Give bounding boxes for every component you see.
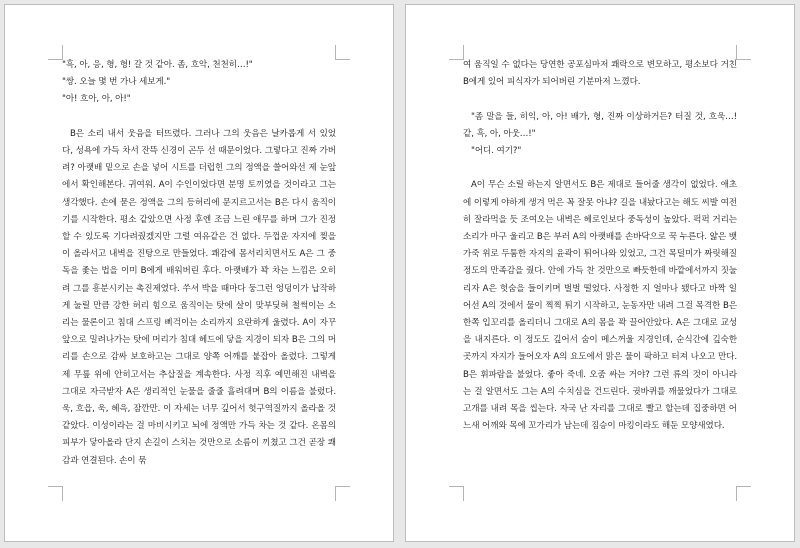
quote-line: "흑, 아, 응, 형, 형! 갈 것 같아. 좀, 흐악, 천천히…!" bbox=[62, 60, 253, 70]
crop-mark-top-left bbox=[449, 45, 464, 60]
crop-mark-bottom-right bbox=[736, 486, 751, 501]
crop-mark-bottom-left bbox=[449, 486, 464, 501]
quote-line: "쌍. 오늘 몇 번 가나 세보게." bbox=[62, 77, 171, 88]
crop-mark-top-left bbox=[48, 45, 63, 60]
page-text-right[interactable] bbox=[463, 57, 737, 435]
crop-mark-bottom-right bbox=[335, 486, 350, 501]
document-page-right bbox=[405, 4, 795, 542]
crop-mark-top-right bbox=[335, 45, 350, 60]
blank-line bbox=[62, 109, 336, 126]
body-paragraph-continued: 여 움직일 수 없다는 당연한 공포심마저 쾌락으로 변모하고, 평소보다 거친 B에게 있어 피식자가 되어버린 기분마저 느꼈다. bbox=[463, 60, 737, 88]
document-page-left bbox=[4, 4, 394, 542]
crop-mark-top-right bbox=[736, 45, 751, 60]
quote-line: "어디. 여기?" bbox=[471, 146, 522, 156]
crop-mark-bottom-left bbox=[48, 486, 63, 501]
body-paragraph: A이 무슨 소릴 하는지 알면서도 B은 제대로 들어줄 생각이 없었다. 애초에 이렇게 야하게 생겨 먹은 꼭 잘못 아냐? 길을 내놨다고는 해도 씨발 여전히 잘라먹을 듯 조여오는 내벽은 헤로인보다 중독성이 높았다. 퍽퍽 거리는 소리가 마구 울리고 B은 부러 A의 아랫배를 손바닥으로 꾹 누른다. 얇은 뱃가죽 위로 두툼한 자지의 윤곽이 튀어나와 있었고, 그건 목덜미가 짜릿해질 정도의 만족감을 줬다. 안에 가득 찬 것만으로 빠듯한데 바깥에서까지 짓눌리자 A은 헛숨을 들이키며 벌벌 떨었다. 사정한 지 얼마나 됐다고 바짝 일어선 A의 것에서 물이 찍찍 튀기 시작하고, 눈동자만 내려 그걸 목격한 B은 한쪽 입꼬리를 올리더니 그대로 A의 몸을 꽉 끌어안았다. A은 그대로 교성을 내지른다. 이 정도도 깊어서 숨이 메스꺼울 지경인데, 순식간에 깊숙한 곳까지 자지가 들어오자 A의 요도에서 맑은 물이 팍하고 터져 나오고 만다. B은 휘파람을 불었다. 좋아 죽네. 오줌 싸는 거야? 그런 류의 것이 아니라는 걸 알면서도 그는 A의 수치심을 건드린다. 귓바퀴를 깨물었다가 그대로 고개를 내려 목을 씹는다. 자국 난 자리를 그대로 빨고 할는데 집중하면 어느새 어깨와 목에 꼬가리가 남는데 짐승이 마킹이라도 해둔 모양새였다. bbox=[463, 180, 737, 432]
quote-line: "아! 흐아, 아, 아!" bbox=[62, 94, 131, 105]
body-paragraph: B은 소리 내서 웃음을 터뜨렸다. 그러나 그의 웃음은 날카롭게 서 있었다, 성욕에 가득 차서 잔뜩 신경이 곤두 선 때문이었다. 그렇다고 진짜 가버려? 아랫배 밑으로 손을 넣어 시트를 더럽힌 그의 정액을 쓸어와선 제 눈앞에서 확인해본다. 귀여워. A이 수인이었다면 분명 토끼였을 것이라고 그는 생각했다. 손에 묻은 정액을 그의 등허리에 문지르고서는 B은 다시 움직이기를 시작한다. 평소 같았으면 사정 후엔 조금 느린 애무를 하며 그가 진정할 수 있도록 기다려줬겠지만 그럴 여유같은 건 없다. 두껍운 자지에 찢을이 올라서고 내벽을 진탕으로 만들었다. 쾌감에 몸서리치면서도 A은 그 중독을 좇는 법을 이미 B에게 배워버린 후다. 아랫배가 꽉 차는 느낌은 오히려 그를 흥분시키는 촉진제였다. 쑤셔 박을 때마다 둥그런 엉덩이가 납작하게 눌릴 만큼 강한 허리 힘으로 움직이는 탓에 살이 맞부딪혀 철썩이는 소리는 물론이고 침대 스프링 삐걱이는 소리까지 요란하게 울렸다. A이 자꾸 앞으로 밀려나가는 탓에 머리가 침대 헤드에 닿을 지경이 되자 B은 그의 머리를 손으로 감싸 보호하고는 그대로 양쪽 어깨를 붙잡아 올렸다. 그렇게 제 무릎 위에 안히고서는 추삽질을 계속한다. 사정 직후 예민해진 내벽을 그대로 자극받자 A은 생리적인 눈물을 줄줄 흘려대며 B의 이름을 불렀다. 욱, 흐읍, 욱, 헤윽, 잠깐만. 이 자세는 너무 깊어서 헛구역질까지 올라올 것 같았다. 이성이라는 걸 마비시키고 뇌에 정액만 가득 차는 것 같다. 온몸의 피부가 닿아올라 단지 손길이 스치는 것만으로 소름이 끼쳤고 그건 곧장 쾌감과 연결된다. 손이 묶 bbox=[62, 128, 336, 466]
page-text-left[interactable] bbox=[62, 57, 336, 470]
blank-line bbox=[463, 91, 737, 108]
quote-line: "좀 말을 들, 히익, 아, 아! 배가, 형, 진짜 이상하거든? 터질 것, 흐욱…! 같, 흑, 아, 아웃…!" bbox=[463, 111, 737, 139]
blank-line bbox=[463, 160, 737, 177]
